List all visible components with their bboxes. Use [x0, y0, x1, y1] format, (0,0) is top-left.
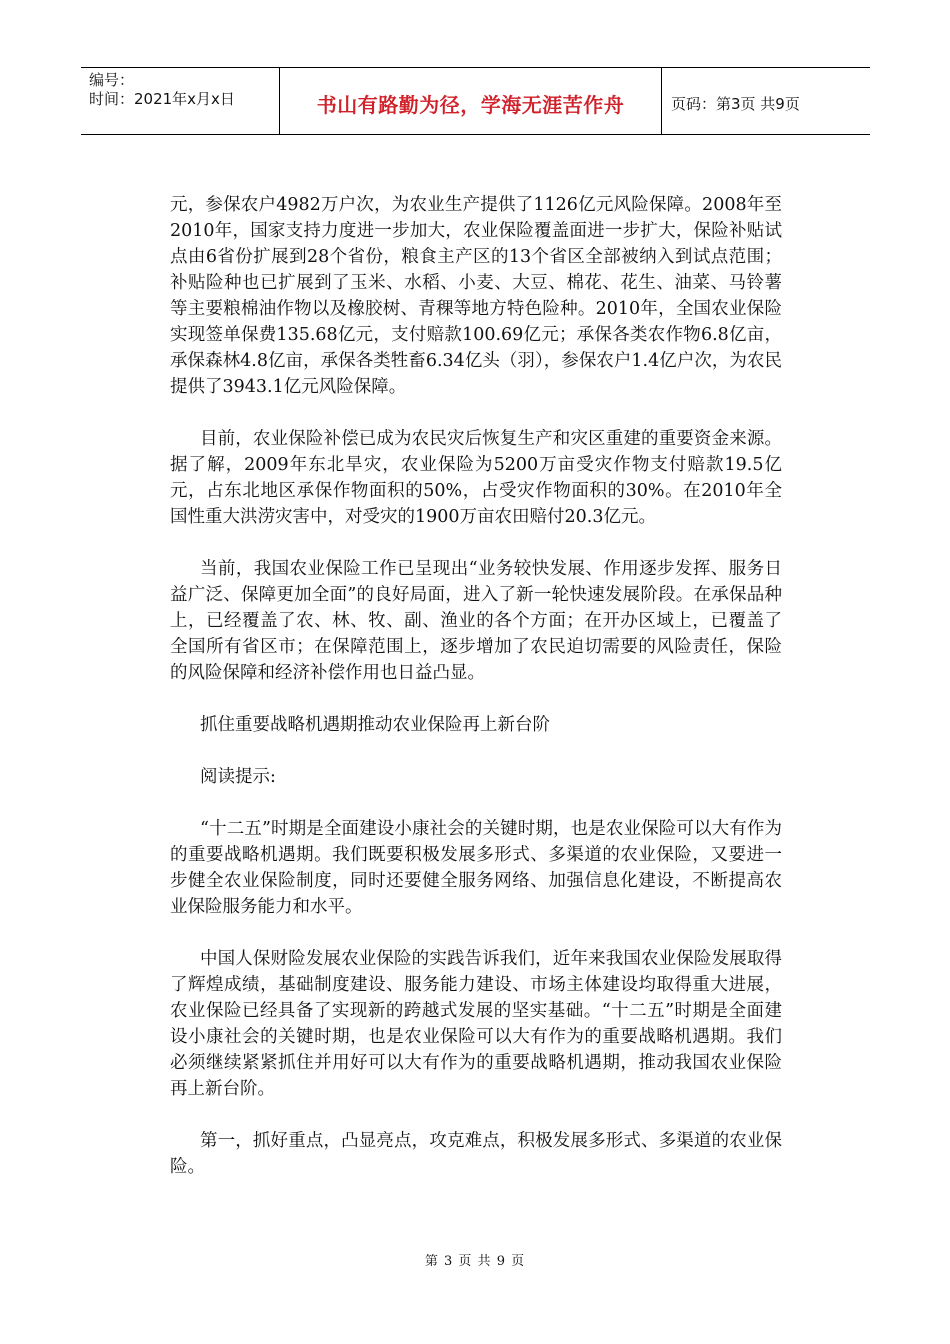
- page-label: 页码：第3页 共9页: [671, 94, 800, 113]
- paragraph: 中国人保财险发展农业保险的实践告诉我们，近年来我国农业保险发展取得了辉煌成绩，基础制度建设、服务能力建设、市场主体建设均取得重大进展，农业保险已经具备了实现新的跨越式发展的坚实基础。“十二五”时期是全面建设小康社会的关键时期，也是农业保险可以大有作为的重要战略机遇期。我们必须继续紧紧抓住并用好可以大有作为的重要战略机遇期，推动我国农业保险再上新台阶。: [170, 949, 782, 1099]
- page-header: [81, 67, 870, 135]
- paragraph: 第一，抓好重点，凸显亮点，攻克难点，积极发展多形式、多渠道的农业保险。: [170, 1131, 782, 1177]
- date-label: 时间：2021年x月x日: [89, 90, 235, 108]
- document-body: [170, 192, 782, 1206]
- number-label: 编号：: [89, 71, 135, 89]
- reading-tip-label: 阅读提示:: [200, 767, 276, 787]
- header-page-cell: [662, 68, 870, 134]
- header-meta: [81, 68, 280, 134]
- header-motto-cell: [280, 68, 662, 134]
- motto-text: 书山有路勤为径，学海无涯苦作舟: [316, 92, 625, 117]
- paragraph: 目前，农业保险补偿已成为农民灾后恢复生产和灾区重建的重要资金来源。据了解，2009年东北旱灾，农业保险为5200万亩受灾作物支付赔款19.5亿元，占东北地区承保作物面积的50%，占受灾作物面积的30%。在2010年全国性重大洪涝灾害中，对受灾的1900万亩农田赔付20.3亿元。: [170, 429, 782, 527]
- section-heading: 抓住重要战略机遇期推动农业保险再上新台阶: [200, 715, 550, 735]
- page-footer: 第 3 页 共 9 页: [424, 1254, 526, 1269]
- paragraph: “十二五”时期是全面建设小康社会的关键时期，也是农业保险可以大有作为的重要战略机遇期。我们既要积极发展多形式、多渠道的农业保险，又要进一步健全农业保险制度，同时还要健全服务网络、加强信息化建设，不断提高农业保险服务能力和水平。: [170, 819, 782, 917]
- paragraph: 元，参保农户4982万户次，为农业生产提供了1126亿元风险保障。2008年至2010年，国家支持力度进一步加大，农业保险覆盖面进一步扩大，保险补贴试点由6省份扩展到28个省份，粮食主产区的13个省区全部被纳入到试点范围；补贴险种也已扩展到了玉米、水稻、小麦、大豆、棉花、花生、油菜、马铃薯等主要粮棉油作物以及橡胶树、青稞等地方特色险种。2010年，全国农业保险实现签单保费135.68亿元，支付赔款100.69亿元；承保各类农作物6.8亿亩，承保森林4.8亿亩，承保各类牲畜6.34亿头（羽），参保农户1.4亿户次，为农民提供了3943.1亿元风险保障。: [170, 195, 782, 397]
- paragraph: 当前，我国农业保险工作已呈现出“业务较快发展、作用逐步发挥、服务日益广泛、保障更加全面”的良好局面，进入了新一轮快速发展阶段。在承保品种上，已经覆盖了农、林、牧、副、渔业的各个方面；在开办区域上，已覆盖了全国所有省区市；在保障范围上，逐步增加了农民迫切需要的风险责任，保险的风险保障和经济补偿作用也日益凸显。: [170, 559, 782, 683]
